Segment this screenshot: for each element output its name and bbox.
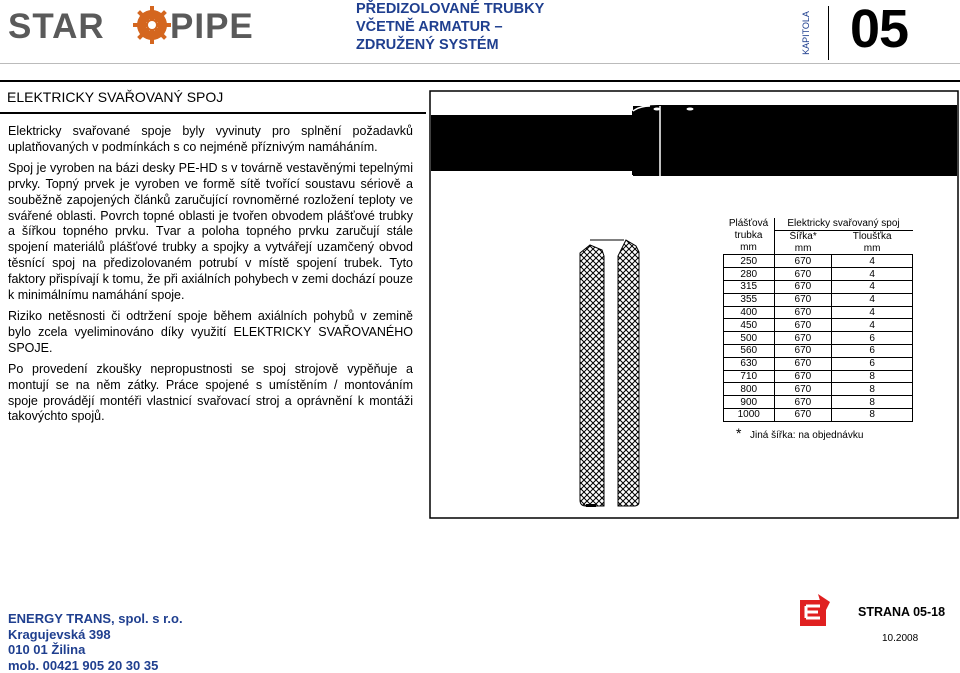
body-text xyxy=(8,124,413,430)
footnote-mark: * xyxy=(736,425,742,441)
company-address xyxy=(8,611,183,673)
table-row: 250 670 4 xyxy=(724,255,913,268)
company-phone: mob. 00421 905 20 30 35 xyxy=(8,657,159,673)
header-rule xyxy=(0,63,960,64)
col-header-pipe: Plášťová trubka mm xyxy=(724,218,775,255)
group-header: Elektricky svařovaný spoj xyxy=(774,218,913,230)
title-line-3: ZDRUŽENÝ SYSTÉM xyxy=(356,37,499,53)
table-row: 900 670 8 xyxy=(724,396,913,409)
company-street: Kragujevská 398 xyxy=(8,626,111,642)
table-row: 280 670 4 xyxy=(724,268,913,281)
col-header-width: Šířka* xyxy=(774,230,832,242)
issue-date: 10.2008 xyxy=(882,633,919,644)
table-row: 710 670 8 xyxy=(724,370,913,383)
energy-trans-logo-icon xyxy=(800,592,834,626)
col-header-thickness: Tloušťka xyxy=(832,230,913,242)
table-row: 500 670 6 xyxy=(724,332,913,345)
chapter-label: KAPITOLA xyxy=(800,11,811,55)
table-row: 560 670 6 xyxy=(724,344,913,357)
document-title xyxy=(356,0,656,54)
section-rule-bottom xyxy=(0,112,426,114)
table-row: 315 670 4 xyxy=(724,280,913,293)
footnote-text: Jiná šířka: na objednávku xyxy=(750,430,864,441)
title-line-2: VČETNĚ ARMATUR – xyxy=(356,19,503,35)
paragraph-4: Po provedení zkoušky nepropustnosti se spoj strojově vypěňuje a montují se na něm zátky. Práce spojené s umístěním / montováním spoje provádějí montéři vlastnicí svařovací stroj a oprávnění k montáži takovýchto spojů. xyxy=(8,361,413,424)
hole-right xyxy=(686,107,694,111)
page-number: STRANA 05-18 xyxy=(858,605,946,619)
logo-wheel-icon xyxy=(133,6,171,44)
company-city: 010 01 Žilina xyxy=(8,642,86,657)
paragraph-3: Riziko netěsnosti či odtržení spoje během axiálních pohybů v zemině bylo zcela vyeliminováno díky využití ELEKTRICKY SVAŘOVANÉHO SPOJE. xyxy=(8,308,413,355)
table-row: 1000 670 8 xyxy=(724,408,913,421)
company-name: ENERGY TRANS, spol. s r.o. xyxy=(8,611,183,626)
table-row: 630 670 6 xyxy=(724,357,913,370)
section-rule-top xyxy=(0,80,960,82)
paragraph-1: Elektricky svařované spoje byly vyvinuty pro splnění požadavků uplatňovaných v podmínkách s co nejméně příznivým namáháním. xyxy=(8,124,413,154)
table-row: 355 670 4 xyxy=(724,293,913,306)
heating-mesh-right xyxy=(618,240,639,506)
table-row: 400 670 4 xyxy=(724,306,913,319)
paragraph-2: Spoj je vyroben na bázi desky PE-HD s v továrně vestavěnými tepelnými prvky. Topný prvek je vyroben ve formě sítě tvořící soustavu sériově a souběžně zapojených článků zaručující rovnoměrné rozložení teploty ve svářené oblasti. Povrch topné oblasti je tvořen obvodem plášťové trubky a šířkou topného prvku. Tvar a poloha topného prvku zaručují stále spojení materiálů plášťové trubky a spojky a vytvářejí uzamčený obvod těsnící spoj na předizolovaném potrubí v místě spojení trubek. Tyto faktory přispívají k tomu, že při axiálních pohybech v zemi dochází pouze k minimálnímu namáhání spoje. xyxy=(8,160,413,303)
section-title: ELEKTRICKY SVAŘOVANÝ SPOJ xyxy=(7,89,224,105)
logo-text-right: PIPE xyxy=(170,7,253,46)
starpipe-logo xyxy=(8,4,253,46)
logo-text-left: STAR xyxy=(8,7,105,46)
header-divider xyxy=(828,6,829,60)
sleeve-body xyxy=(633,106,957,176)
table-row: 450 670 4 xyxy=(724,319,913,332)
dimensions-table: Plášťová trubka mm Elektricky svařovaný spoj Šířka* Tloušťka mm mm 250 670 4 280 670 4 315 670 4 355 670 4 400 670 4 450 670 4 500 670 6 560 670 6 630 670 6 710 670 8 800 670 8 900 670 8 1000 670 8 xyxy=(723,218,913,422)
chapter-number: 05 xyxy=(850,0,909,59)
title-line-1: PŘEDIZOLOVANÉ TRUBKY xyxy=(356,1,545,17)
table-row: 800 670 8 xyxy=(724,383,913,396)
heating-mesh-left xyxy=(580,245,604,506)
